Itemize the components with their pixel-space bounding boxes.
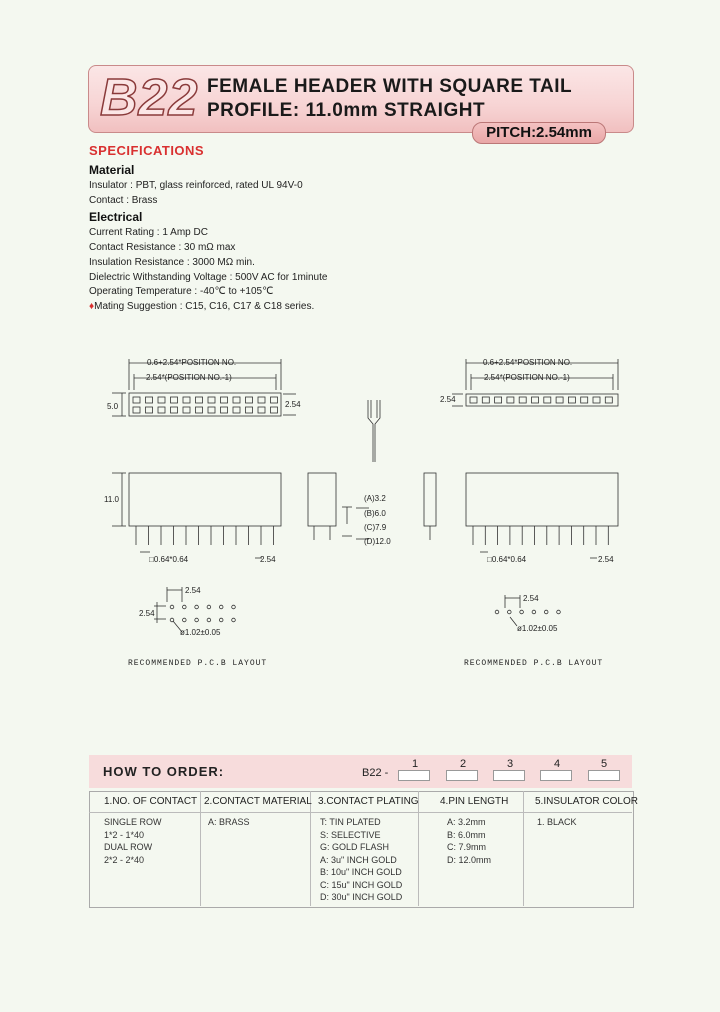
insulator-color-list [537, 816, 577, 829]
specifications-heading: SPECIFICATIONS [89, 143, 205, 158]
col-header-insulator-color: 5.INSULATOR COLOR [535, 796, 638, 807]
pcb-hole [544, 610, 548, 614]
col-header-contacts: 1.NO. OF CONTACT [104, 796, 198, 807]
order-field-3[interactable] [493, 770, 525, 781]
pin-pitch-right: 2.54 [598, 555, 614, 564]
list-item: C: 15u" INCH GOLD [320, 879, 403, 890]
series-logo: B22 [100, 69, 199, 127]
contact-cavity [183, 397, 190, 403]
list-item: D: 12.0mm [447, 854, 492, 865]
list-item: SINGLE ROW [104, 817, 162, 827]
contact-cavity [196, 397, 203, 403]
pin-size-right: □0.64*0.64 [487, 555, 527, 564]
order-num-3: 3 [507, 758, 514, 770]
contact-cavity [556, 397, 563, 403]
list-item: B: 10u" INCH GOLD [320, 867, 402, 877]
list-item: S: SELECTIVE [320, 829, 381, 840]
mating-text: Mating Suggestion : C15, C16, C17 & C18 series. [94, 301, 315, 312]
pcb-hole [183, 605, 187, 609]
order-field-4[interactable] [540, 770, 572, 781]
list-item: T: TIN PLATED [320, 817, 381, 827]
material-list [208, 816, 250, 829]
list-item: A: 3u" INCH GOLD [320, 854, 397, 865]
contact-cavity [208, 397, 215, 403]
pcb-hole [195, 605, 199, 609]
contact-cavity [208, 407, 215, 413]
single-pitch-dim: 2.54 [440, 395, 456, 404]
contact-cavity [158, 407, 165, 413]
contact-cavity [246, 407, 253, 413]
contact-cavity [495, 397, 502, 403]
dual-row-pitch-dim: 2.54 [285, 400, 301, 409]
pcb-caption-left: RECOMMENDED P.C.B LAYOUT [128, 659, 268, 668]
order-num-2: 2 [460, 758, 467, 770]
contact-cavity [171, 397, 178, 403]
pcb-hole [232, 605, 236, 609]
pcb-hole [495, 610, 499, 614]
pcb-pitch-h-left: 2.54 [185, 586, 201, 595]
contact-cavity [158, 397, 165, 403]
order-field-2[interactable] [446, 770, 478, 781]
dielectric-voltage: Dielectric Withstanding Voltage : 500V AC for 1minute [89, 272, 328, 283]
technical-drawing [0, 340, 720, 680]
contact-cavity [507, 397, 514, 403]
pcb-hole [232, 618, 236, 622]
dual-total-length-dim: 0.6+2.54*POSITION NO. [147, 358, 237, 367]
contact-cavity [183, 407, 190, 413]
order-num-1: 1 [412, 758, 419, 770]
pin-pitch-left: 2.54 [260, 555, 276, 564]
order-field-5[interactable] [588, 770, 620, 781]
material-heading: Material [89, 163, 135, 177]
pitch-badge: PITCH:2.54mm [472, 122, 606, 144]
list-item: A: 3.2mm [447, 817, 486, 827]
pin-size-right-value: 0.64*0.64 [491, 555, 527, 564]
list-item: A: BRASS [208, 817, 250, 827]
pcb-hole [508, 610, 512, 614]
contact-cavity [568, 397, 575, 403]
pcb-hole [520, 610, 524, 614]
list-item: B: 6.0mm [447, 829, 486, 840]
contact-cavity [221, 407, 228, 413]
pcb-hole [183, 618, 187, 622]
mating-suggestion [89, 301, 314, 312]
list-item: G: GOLD FLASH [320, 842, 390, 852]
contact-cavity [532, 397, 539, 403]
contact-cavity [519, 397, 526, 403]
pin-size-left: □0.64*0.64 [149, 555, 189, 564]
contact-cavity [246, 397, 253, 403]
col-header-pin-length: 4.PIN LENGTH [440, 796, 509, 807]
contact-cavity [271, 407, 278, 413]
contact-cavity [196, 407, 203, 413]
order-field-1[interactable] [398, 770, 430, 781]
col-header-plating: 3.CONTACT PLATING [318, 796, 419, 807]
dual-width-dim: 5.0 [107, 402, 119, 411]
pin-length-list [447, 816, 491, 866]
contact-cavity [258, 397, 265, 403]
contact-cavity [593, 397, 600, 403]
pin-size-left-value: 0.64*0.64 [153, 555, 189, 564]
bullet-icon: ♦ [89, 301, 95, 312]
title-line-1: FEMALE HEADER WITH SQUARE TAIL [207, 76, 573, 97]
contact-cavity [470, 397, 477, 403]
pin-length-c: (C)7.9 [364, 523, 387, 532]
list-item: 2*2 - 2*40 [104, 854, 145, 865]
pcb-pitch-right: 2.54 [523, 594, 539, 603]
pcb-hole [207, 618, 211, 622]
electrical-heading: Electrical [89, 210, 143, 224]
pcb-hole [170, 618, 174, 622]
pcb-hole-right: ø1.02±0.05 [517, 624, 558, 633]
pin-length-b: (B)6.0 [364, 509, 386, 518]
col-divider [418, 791, 419, 906]
pcb-hole [207, 605, 211, 609]
contact-cavity [171, 407, 178, 413]
contact-spec: Contact : Brass [89, 195, 158, 206]
operating-temperature: Operating Temperature : -40℃ to +105℃ [89, 286, 274, 297]
contacts-list [104, 816, 162, 866]
contact-cavity [233, 407, 240, 413]
list-item: 1. BLACK [537, 817, 577, 827]
order-num-5: 5 [601, 758, 608, 770]
single-pitch-length-dim: 2.54*(POSITION NO.-1) [484, 373, 570, 382]
pcb-hole [170, 605, 174, 609]
col-divider [523, 791, 524, 906]
pcb-pitch-v-left: 2.54 [139, 609, 155, 618]
list-item: DUAL ROW [104, 842, 153, 852]
contact-cavity [605, 397, 612, 403]
insulation-resistance: Insulation Resistance : 3000 MΩ min. [89, 257, 255, 268]
contact-cavity [271, 397, 278, 403]
pin-length-d: (D)12.0 [364, 537, 391, 546]
pcb-caption-right: RECOMMENDED P.C.B LAYOUT [464, 659, 604, 668]
title-line-2: PROFILE: 11.0mm STRAIGHT [207, 100, 486, 121]
contact-cavity [544, 397, 551, 403]
height-dim: 11.0 [104, 495, 119, 504]
pcb-hole [195, 618, 199, 622]
contact-cavity [146, 407, 153, 413]
contact-cavity [221, 397, 228, 403]
plating-list [320, 816, 402, 904]
col-header-material: 2.CONTACT MATERIAL [204, 796, 312, 807]
insulator-spec: Insulator : PBT, glass reinforced, rated UL 94V-0 [89, 180, 303, 191]
list-item: 1*2 - 1*40 [104, 829, 145, 840]
order-table-divider [89, 812, 632, 813]
pcb-hole [219, 605, 223, 609]
order-num-4: 4 [554, 758, 561, 770]
col-divider [200, 791, 201, 906]
contact-resistance: Contact Resistance : 30 mΩ max [89, 242, 236, 253]
contact-cavity [233, 397, 240, 403]
contact-cavity [581, 397, 588, 403]
col-divider [310, 791, 311, 906]
pcb-hole-left: ø1.02±0.05 [180, 628, 221, 637]
pcb-hole [532, 610, 536, 614]
contact-cavity [258, 407, 265, 413]
pin-length-a: (A)3.2 [364, 494, 386, 503]
contact-cavity [133, 397, 140, 403]
list-item: C: 7.9mm [447, 842, 487, 852]
current-rating: Current Rating : 1 Amp DC [89, 227, 208, 238]
list-item: D: 30u" INCH GOLD [320, 892, 403, 902]
order-title: HOW TO ORDER: [103, 764, 225, 779]
order-prefix: B22 - [362, 767, 389, 779]
single-total-length-dim: 0.6+2.54*POSITION NO. [483, 358, 573, 367]
contact-cavity [482, 397, 489, 403]
contact-cavity [146, 397, 153, 403]
dual-pitch-length-dim: 2.54*(POSITION NO.-1) [146, 373, 232, 382]
pcb-hole [219, 618, 223, 622]
pcb-hole [557, 610, 561, 614]
contact-cavity [133, 407, 140, 413]
